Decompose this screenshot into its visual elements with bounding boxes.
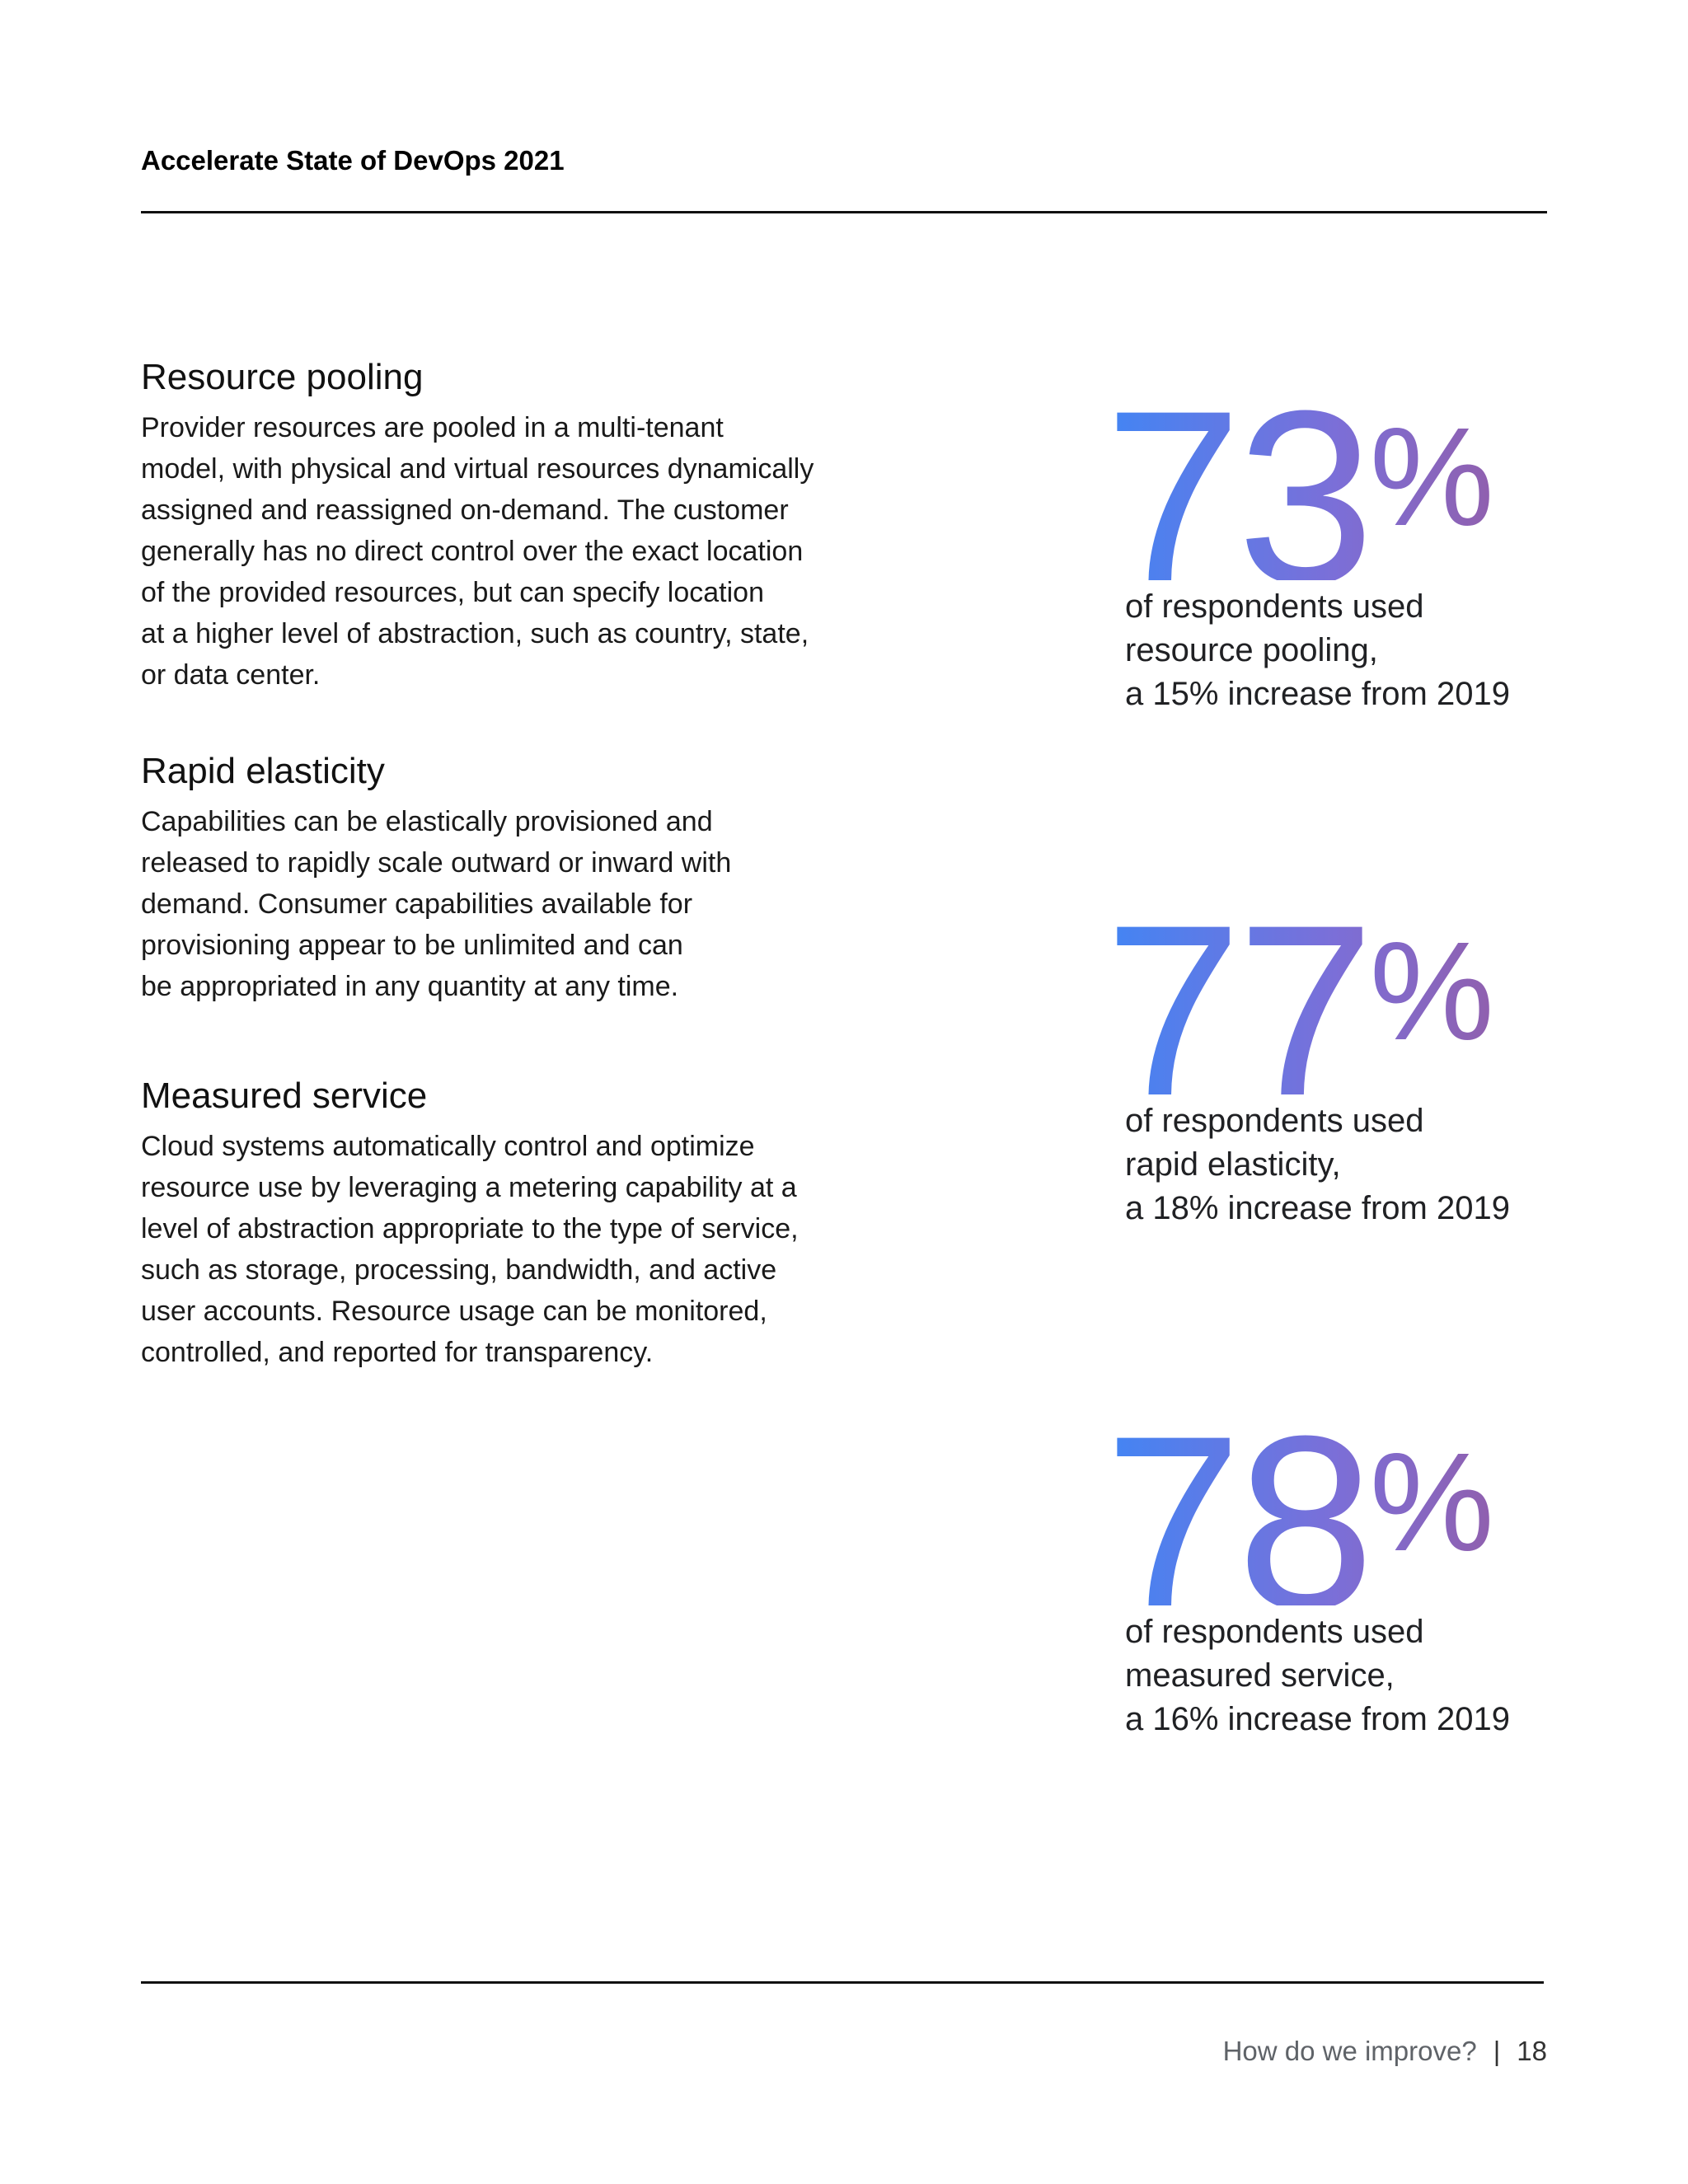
stat-value: 77 [1104, 873, 1370, 1150]
stat-measured-service [1104, 1384, 1615, 1741]
section-resource-pooling [141, 353, 850, 696]
caption-line: a 15% increase from 2019 [1125, 676, 1510, 712]
footer-divider [141, 1981, 1544, 1984]
body-line: be appropriated in any quantity at any time. [141, 971, 679, 1002]
body-line: demand. Consumer capabilities available for [141, 888, 693, 920]
caption-line: resource pooling, [1125, 632, 1378, 668]
stat-caption [1104, 1099, 1615, 1230]
body-line: Provider resources are pooled in a multi-tenant [141, 412, 724, 443]
caption-line: of respondents used [1125, 1614, 1424, 1650]
section-measured-service [141, 1071, 850, 1373]
body-line: such as storage, processing, bandwidth, and active [141, 1254, 777, 1286]
stat-caption [1104, 585, 1615, 716]
section-body [141, 407, 850, 696]
body-line: of the provided resources, but can specify location [141, 577, 764, 608]
page-footer [1223, 2036, 1547, 2067]
caption-line: of respondents used [1125, 588, 1424, 625]
body-line: controlled, and reported for transparency. [141, 1337, 654, 1368]
body-line: user accounts. Resource usage can be monitored, [141, 1296, 767, 1327]
caption-line: rapid elasticity, [1125, 1146, 1341, 1183]
percent-sign: % [1369, 1424, 1494, 1581]
body-line: or data center. [141, 659, 321, 691]
caption-line: a 18% increase from 2019 [1125, 1190, 1510, 1226]
body-line: generally has no direct control over the exact location [141, 536, 804, 567]
body-line: model, with physical and virtual resources dynamically [141, 453, 814, 485]
body-line: released to rapidly scale outward or inward with [141, 847, 732, 879]
page-number: 18 [1517, 2036, 1547, 2066]
body-line: resource use by leveraging a metering capability at a [141, 1172, 797, 1203]
caption-line: measured service, [1125, 1657, 1395, 1694]
caption-line: a 16% increase from 2019 [1125, 1701, 1510, 1737]
body-line: Capabilities can be elastically provisioned and [141, 806, 713, 837]
body-line: level of abstraction appropriate to the type of service, [141, 1213, 799, 1244]
stat-rapid-elasticity [1104, 873, 1615, 1230]
section-heading: Rapid elasticity [141, 751, 385, 791]
percent-sign: % [1369, 399, 1494, 555]
stat-value: 78 [1104, 1384, 1370, 1661]
section-heading: Resource pooling [141, 357, 424, 397]
stat-caption [1104, 1610, 1615, 1741]
percent-sign: % [1369, 913, 1494, 1070]
body-line: at a higher level of abstraction, such as country, state, [141, 618, 809, 649]
report-title: Accelerate State of DevOps 2021 [141, 145, 565, 176]
body-line: provisioning appear to be unlimited and can [141, 930, 683, 961]
stat-value: 73 [1104, 359, 1370, 635]
caption-line: of respondents used [1125, 1103, 1424, 1139]
section-heading: Measured service [141, 1076, 428, 1116]
footer-section-title: How do we improve? [1222, 2036, 1477, 2066]
section-rapid-elasticity [141, 747, 850, 1007]
header-divider [141, 211, 1547, 213]
section-body [141, 801, 850, 1007]
body-line: assigned and reassigned on-demand. The customer [141, 494, 789, 526]
stat-resource-pooling [1104, 359, 1615, 716]
section-body [141, 1126, 850, 1373]
footer-separator: | [1493, 2036, 1501, 2066]
body-line: Cloud systems automatically control and optimize [141, 1131, 755, 1162]
